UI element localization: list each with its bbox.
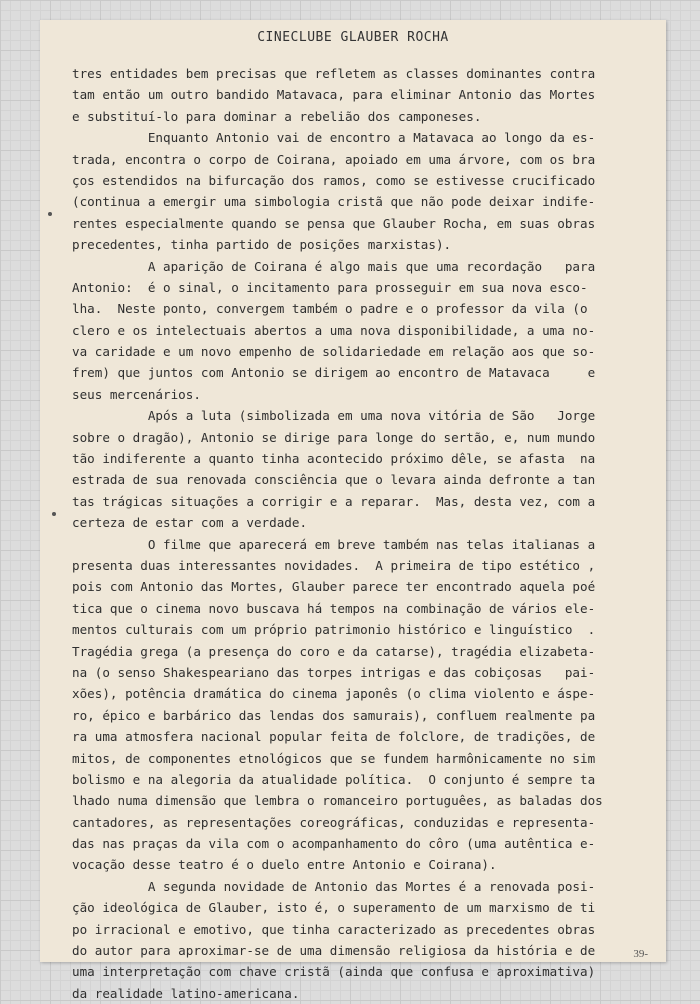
text-line: mitos, de componentes etnológicos que se fundem harmônicamente no sim: [72, 750, 596, 766]
text-line: estrada de sua renovada consciência que o levara ainda defronte a tan: [72, 472, 596, 488]
text-line: cantadores, as representações coreográficas, conduzidas e representa-: [72, 814, 596, 830]
text-line: e substituí-lo para dominar a rebelião dos camponeses.: [72, 108, 482, 124]
text-line: (continua a emergir uma simbologia cristã que não pode deixar indife-: [72, 194, 596, 210]
text-line: ro, épico e barbárico das lendas dos samurais), confluem realmente pa: [72, 707, 596, 723]
text-line: ços estendidos na bifurcação dos ramos, como se estivesse crucificado: [72, 172, 596, 188]
text-line: tica que o cinema novo buscava há tempos na combinação de vários ele-: [72, 600, 596, 616]
text-line: trada, encontra o corpo de Coirana, apoiado em uma árvore, com os bra: [72, 151, 596, 167]
text-line: na (o senso Shakespeariano das torpes intrigas e das cobiçosas pai-: [72, 664, 596, 680]
text-line: po irracional e emotivo, que tinha caracterizado as precedentes obras: [72, 921, 596, 937]
page-header: CINECLUBE GLAUBER ROCHA: [257, 30, 449, 45]
text-line: lha. Neste ponto, convergem também o padre e o professor da vila (o: [72, 301, 588, 317]
text-line: A segunda novidade de Antonio das Mortes é a renovada posi-: [72, 878, 596, 894]
text-line: va caridade e um novo empenho de solidariedade em relação aos que so-: [72, 344, 596, 360]
document-page: [40, 20, 666, 1001]
body-text: [72, 63, 632, 1004]
text-line: tas trágicas situações a corrigir e a reparar. Mas, desta vez, com a: [72, 493, 596, 509]
text-line: ra uma atmosfera nacional popular feita de folclore, de tradições, de: [72, 729, 596, 745]
text-line: Após a luta (simbolizada em uma nova vitória de São Jorge: [72, 408, 596, 424]
text-line: precedentes, tinha partido de posições marxistas).: [72, 237, 452, 253]
text-line: A aparição de Coirana é algo mais que uma recordação para: [72, 258, 596, 274]
text-line: certeza de estar com a verdade.: [72, 515, 308, 531]
text-line: ção ideológica de Glauber, isto é, o superamento de um marxismo de ti: [72, 900, 596, 916]
text-line: O filme que aparecerá em breve também nas telas italianas a: [72, 536, 596, 552]
text-line: mentos culturais com um próprio patrimonio histórico e linguístico .: [72, 622, 596, 638]
text-line: presenta duas interessantes novidades. A primeira de tipo estético ,: [72, 557, 596, 573]
text-line: clero e os intelectuais abertos a uma nova disponibilidade, a uma no-: [72, 322, 596, 338]
text-line: frem) que juntos com Antonio se dirigem ao encontro de Matavaca e: [72, 365, 596, 381]
text-line: tam então um outro bandido Matavaca, para eliminar Antonio das Mortes: [72, 87, 596, 103]
text-line: da realidade latino-americana.: [72, 985, 300, 1001]
text-line: seus mercenários.: [72, 386, 201, 402]
text-line: pois com Antonio das Mortes, Glauber parece ter encontrado aquela poé: [72, 579, 596, 595]
text-line: xões), potência dramática do cinema japonês (o clima violento e áspe-: [72, 686, 596, 702]
text-line: Tragédia grega (a presença do coro e da catarse), tragédia elizabeta-: [72, 643, 596, 659]
text-line: Enquanto Antonio vai de encontro a Matavaca ao longo da es-: [72, 130, 596, 146]
margin-dot-mark: [48, 212, 52, 216]
text-line: tão indiferente a quanto tinha acontecido próximo dêle, se afasta na: [72, 451, 596, 467]
page-number: 39-: [633, 948, 648, 960]
margin-dot-mark: [52, 512, 56, 516]
text-line: tres entidades bem precisas que refletem as classes dominantes contra: [72, 66, 596, 81]
text-line: das nas praças da vila com o acompanhamento do côro (uma autêntica e-: [72, 836, 596, 852]
text-line: bolismo e na alegoria da atualidade política. O conjunto é sempre ta: [72, 771, 596, 787]
text-line: Antonio: é o sinal, o incitamento para prosseguir em sua nova esco-: [72, 279, 588, 295]
text-line: do autor para aproximar-se de uma dimensão religiosa da história e de: [72, 943, 596, 959]
text-line: uma interpretação com chave cristã (ainda que confusa e aproximativa): [72, 964, 596, 980]
text-line: rentes especialmente quando se pensa que Glauber Rocha, em suas obras: [72, 215, 596, 231]
text-line: lhado numa dimensão que lembra o romanceiro portuguêes, as baladas dos: [72, 793, 603, 809]
text-line: vocação desse teatro é o duelo entre Antonio e Coirana).: [72, 857, 497, 873]
text-line: sobre o dragão), Antonio se dirige para longe do sertão, e, num mundo: [72, 429, 596, 445]
